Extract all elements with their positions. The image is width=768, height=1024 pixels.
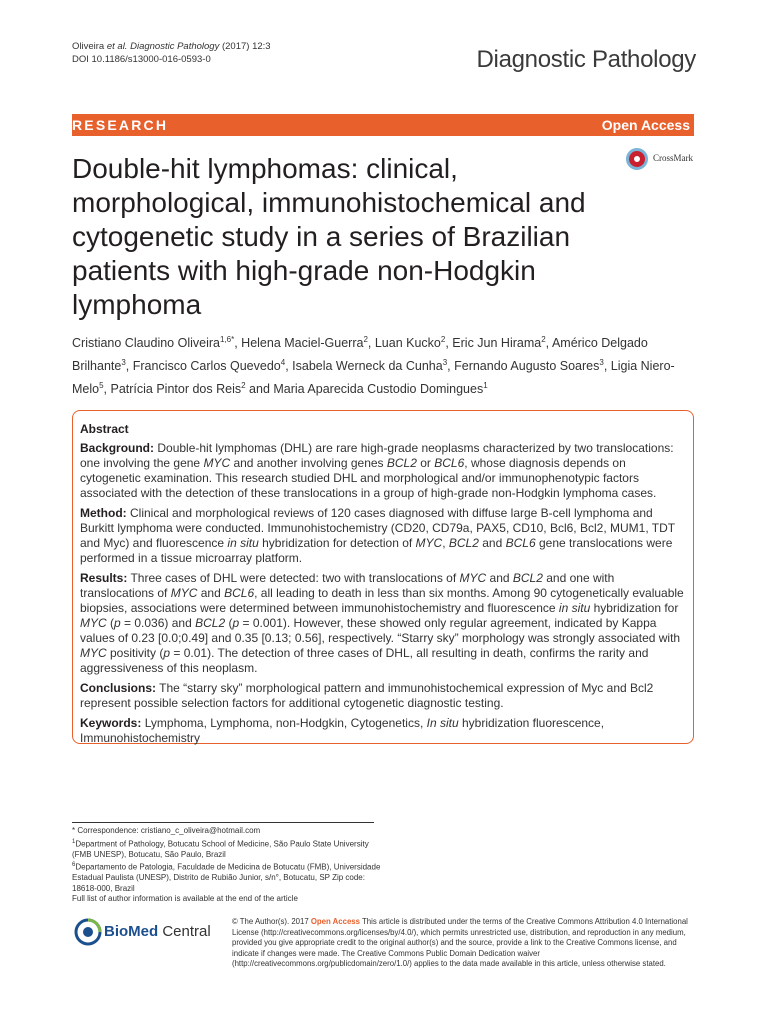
background-label: Background: (80, 441, 155, 455)
author-list (72, 330, 702, 399)
license-open-access: Open Access (310, 917, 360, 926)
text-run: MYC (203, 456, 231, 470)
text-run: Double-hit lymphomas (DHL) are rare high-grade neoplasms characterized by two translocations: one involving the gene (80, 441, 674, 470)
author-affiliation: 2 (241, 381, 246, 391)
correspondence[interactable]: * Correspondence: cristiano_c_oliveira@hotmail.com (72, 826, 261, 835)
text-run: , (442, 536, 449, 550)
text-run: and one with translocations of (80, 571, 615, 600)
crossmark-icon (626, 148, 648, 170)
text-run: p (114, 616, 121, 630)
section-label: RESEARCH (72, 117, 169, 133)
author-separator: , (447, 359, 455, 374)
abstract-heading: Abstract (80, 422, 129, 436)
text-run: and another involving genes (230, 456, 387, 470)
abstract-conclusions (80, 681, 688, 711)
abstract-body (80, 441, 688, 751)
footnote-divider (72, 822, 374, 823)
text-run: BCL6 (505, 536, 536, 550)
author-name[interactable]: Eric Jun Hirama (452, 336, 542, 351)
conclusions-label: Conclusions: (80, 681, 157, 695)
text-run: and (197, 586, 225, 600)
text-run: The “starry sky” morphological pattern and immunohistochemical expression of Myc and Bcl2 represent possible selection factors for additional cytogenetic diagnostic testing. (80, 681, 654, 710)
author-separator: , (367, 336, 375, 351)
author-affiliation: 2 (440, 335, 446, 344)
text-run: Lymphoma, Lymphoma, non-Hodgkin, Cytogenetics, (141, 716, 427, 730)
publisher-name: BioMed Central (104, 923, 211, 940)
citation-line (72, 40, 271, 53)
article-title: Double-hit lymphomas: clinical, morphological, immunohistochemical and cytogenetic study in a series of Brazilian patients with high-grade non-Hodgkin lymphoma (72, 153, 586, 320)
doi[interactable]: DOI 10.1186/s13000-016-0593-0 (72, 54, 211, 65)
abstract-background (80, 441, 688, 501)
section-banner (72, 114, 694, 136)
citation-authors: Oliveira (72, 41, 107, 52)
text-run: hybridization fluorescence, Immunohistochemistry (80, 716, 605, 745)
citation-year-volume: (2017) 12:3 (219, 41, 271, 52)
license-text: © The Author(s). 2017 Open Access This article is distributed under the terms of the Creative Commons Attribution 4.0 International License (http://creativecommons.org/licenses/by/4.0/), which permits unrestricted use, distribution, and reproduction in any medium, provided you give appropriate credit to the original author(s) and the source, provide a link to the Creative Commons license, and indicate if changes were made. The Creative Commons Public Domain Dedication waiver (http://creativecommons.org/publicdomain/zero/1.0/) applies to the data made available in this article, unless otherwise stated. (232, 917, 688, 968)
text-run: BCL2 (512, 571, 543, 585)
author-separator: , (234, 336, 242, 351)
text-run: in situ (227, 536, 259, 550)
text-run: , whose diagnosis depends on cytogenetic examination. This research studied DHL and morphological and/or immunophenotypic factors associated with the detection of these translocations in a group of high-grade non-Hodgkin lymphoma cases. (80, 456, 657, 500)
author-affiliation: 3 (599, 358, 604, 368)
text-run: ( (106, 616, 115, 630)
abstract-results (80, 571, 688, 676)
text-run: and (478, 536, 506, 550)
text-run: BCL6 (224, 586, 255, 600)
affiliation-6: $^6$Departamento de Patologia, Faculdade de Medicina de Botucatu (FMB), Universidade Estadual Paulista (UNESP), Distrito de Rubião Junior, s/n°, Botucatu, SP Zip code: 18618-000, Brazil (72, 862, 381, 893)
text-run: = 0.001). However, these showed only regular agreement, indicated by Kappa values of 0.23 [0.0;0.49] and 0.35 [0.13; 0.56], respectively. “Starry sky” morphology was strongly associated with (80, 616, 681, 645)
text-run: BCL2 (386, 456, 417, 470)
text-run: and (486, 571, 513, 585)
text-run: p (232, 616, 240, 630)
text-run: hybridization for detection of (258, 536, 416, 550)
text-run: MYC (170, 586, 198, 600)
author-name[interactable]: Fernando Augusto Soares (454, 359, 600, 374)
author-name[interactable]: Maria Aparecida Custodio Domingues (273, 382, 484, 397)
text-run: In situ (426, 716, 459, 730)
affiliation-1: $^1$Department of Pathology, Botucatu School of Medicine, São Paulo State University (FMB UNESP), Botucatu, São Paulo, Brazil (72, 838, 369, 859)
text-run: BCL6 (434, 456, 465, 470)
text-run: ( (225, 616, 233, 630)
author-separator: , (285, 359, 293, 374)
text-run: Clinical and morphological reviews of 120 cases diagnosed with diffuse large B-cell lymphoma and Burkitt lymphoma were conducted. Immunohistochemistry (CD20, CD79a, PAX5, CD10, Bcl6, Bcl2, MUM1, TDT and Myc) and fluorescence (80, 506, 675, 550)
citation-header (72, 40, 271, 66)
author-name[interactable]: Isabela Werneck da Cunha (292, 359, 443, 374)
author-affiliation: 3 (442, 358, 448, 368)
author-name[interactable]: Francisco Carlos Quevedo (132, 359, 281, 374)
journal-name: Diagnostic Pathology (476, 46, 696, 73)
text-run: MYC (459, 571, 487, 585)
text-run: = 0.036) and (120, 616, 196, 630)
author-affiliation: 4 (280, 358, 286, 368)
text-run: positivity ( (106, 646, 164, 660)
abstract-method (80, 506, 688, 566)
author-name[interactable]: Cristiano Claudino Oliveira (72, 336, 220, 351)
author-affiliation: 2 (363, 335, 368, 344)
author-separator: , (125, 359, 133, 374)
text-run: BCL2 (448, 536, 479, 550)
biomed-central-logo (74, 918, 224, 948)
author-info-note: Full list of author information is available at the end of the article (72, 894, 298, 904)
author-name[interactable]: Luan Kucko (374, 336, 441, 351)
citation-et-al: et al. (106, 41, 128, 52)
author-affiliation: 1 (483, 381, 488, 391)
abstract-keywords (80, 716, 688, 746)
author-separator: , (603, 359, 611, 374)
author-separator: and (245, 382, 274, 397)
author-name[interactable]: Ligia Niero-Melo (72, 359, 675, 397)
text-run: or (416, 456, 435, 470)
text-run: BCL2 (195, 616, 226, 630)
author-name[interactable]: Patrícia Pintor dos Reis (110, 382, 242, 397)
author-affiliation: 5 (99, 381, 104, 391)
author-affiliation: 3 (121, 358, 126, 368)
text-run: MYC (80, 646, 107, 660)
crossmark-label: CrossMark (653, 153, 693, 163)
author-name[interactable]: Helena Maciel-Guerra (241, 336, 364, 351)
keywords-label: Keywords: (80, 716, 142, 730)
author-separator: , (445, 336, 453, 351)
citation-journal: Diagnostic Pathology (127, 41, 220, 52)
text-run: hybridization for (590, 601, 679, 615)
text-run: MYC (415, 536, 443, 550)
author-separator: , (103, 382, 111, 397)
text-run: , all leading to death in less than six months. Among 90 cytogenetically evaluable biopsies, associations were determined between immunohistochemistry and fluorescence (80, 586, 684, 615)
biomed-central-icon (74, 918, 102, 946)
open-access-label: Open Access (601, 117, 690, 133)
text-run: in situ (558, 601, 591, 615)
author-affiliation: 1,6* (219, 335, 235, 344)
text-run: gene translocations were performed in a tissue microarray platform. (80, 536, 673, 565)
method-label: Method: (80, 506, 127, 520)
author-name[interactable]: Américo Delgado Brilhante (72, 336, 648, 374)
text-run: Three cases of DHL were detected: two with translocations of (127, 571, 460, 585)
author-affiliation: 2 (541, 335, 546, 344)
text-run: = 0.01). The detection of three cases of DHL, all resulting in death, confirms the rarity and aggressiveness of this neoplasm. (80, 646, 649, 675)
text-run: MYC (80, 616, 107, 630)
results-label: Results: (80, 571, 128, 585)
crossmark-badge[interactable] (626, 148, 702, 170)
text-run: p (163, 646, 171, 660)
footnotes (72, 826, 382, 905)
author-separator: , (545, 336, 552, 351)
